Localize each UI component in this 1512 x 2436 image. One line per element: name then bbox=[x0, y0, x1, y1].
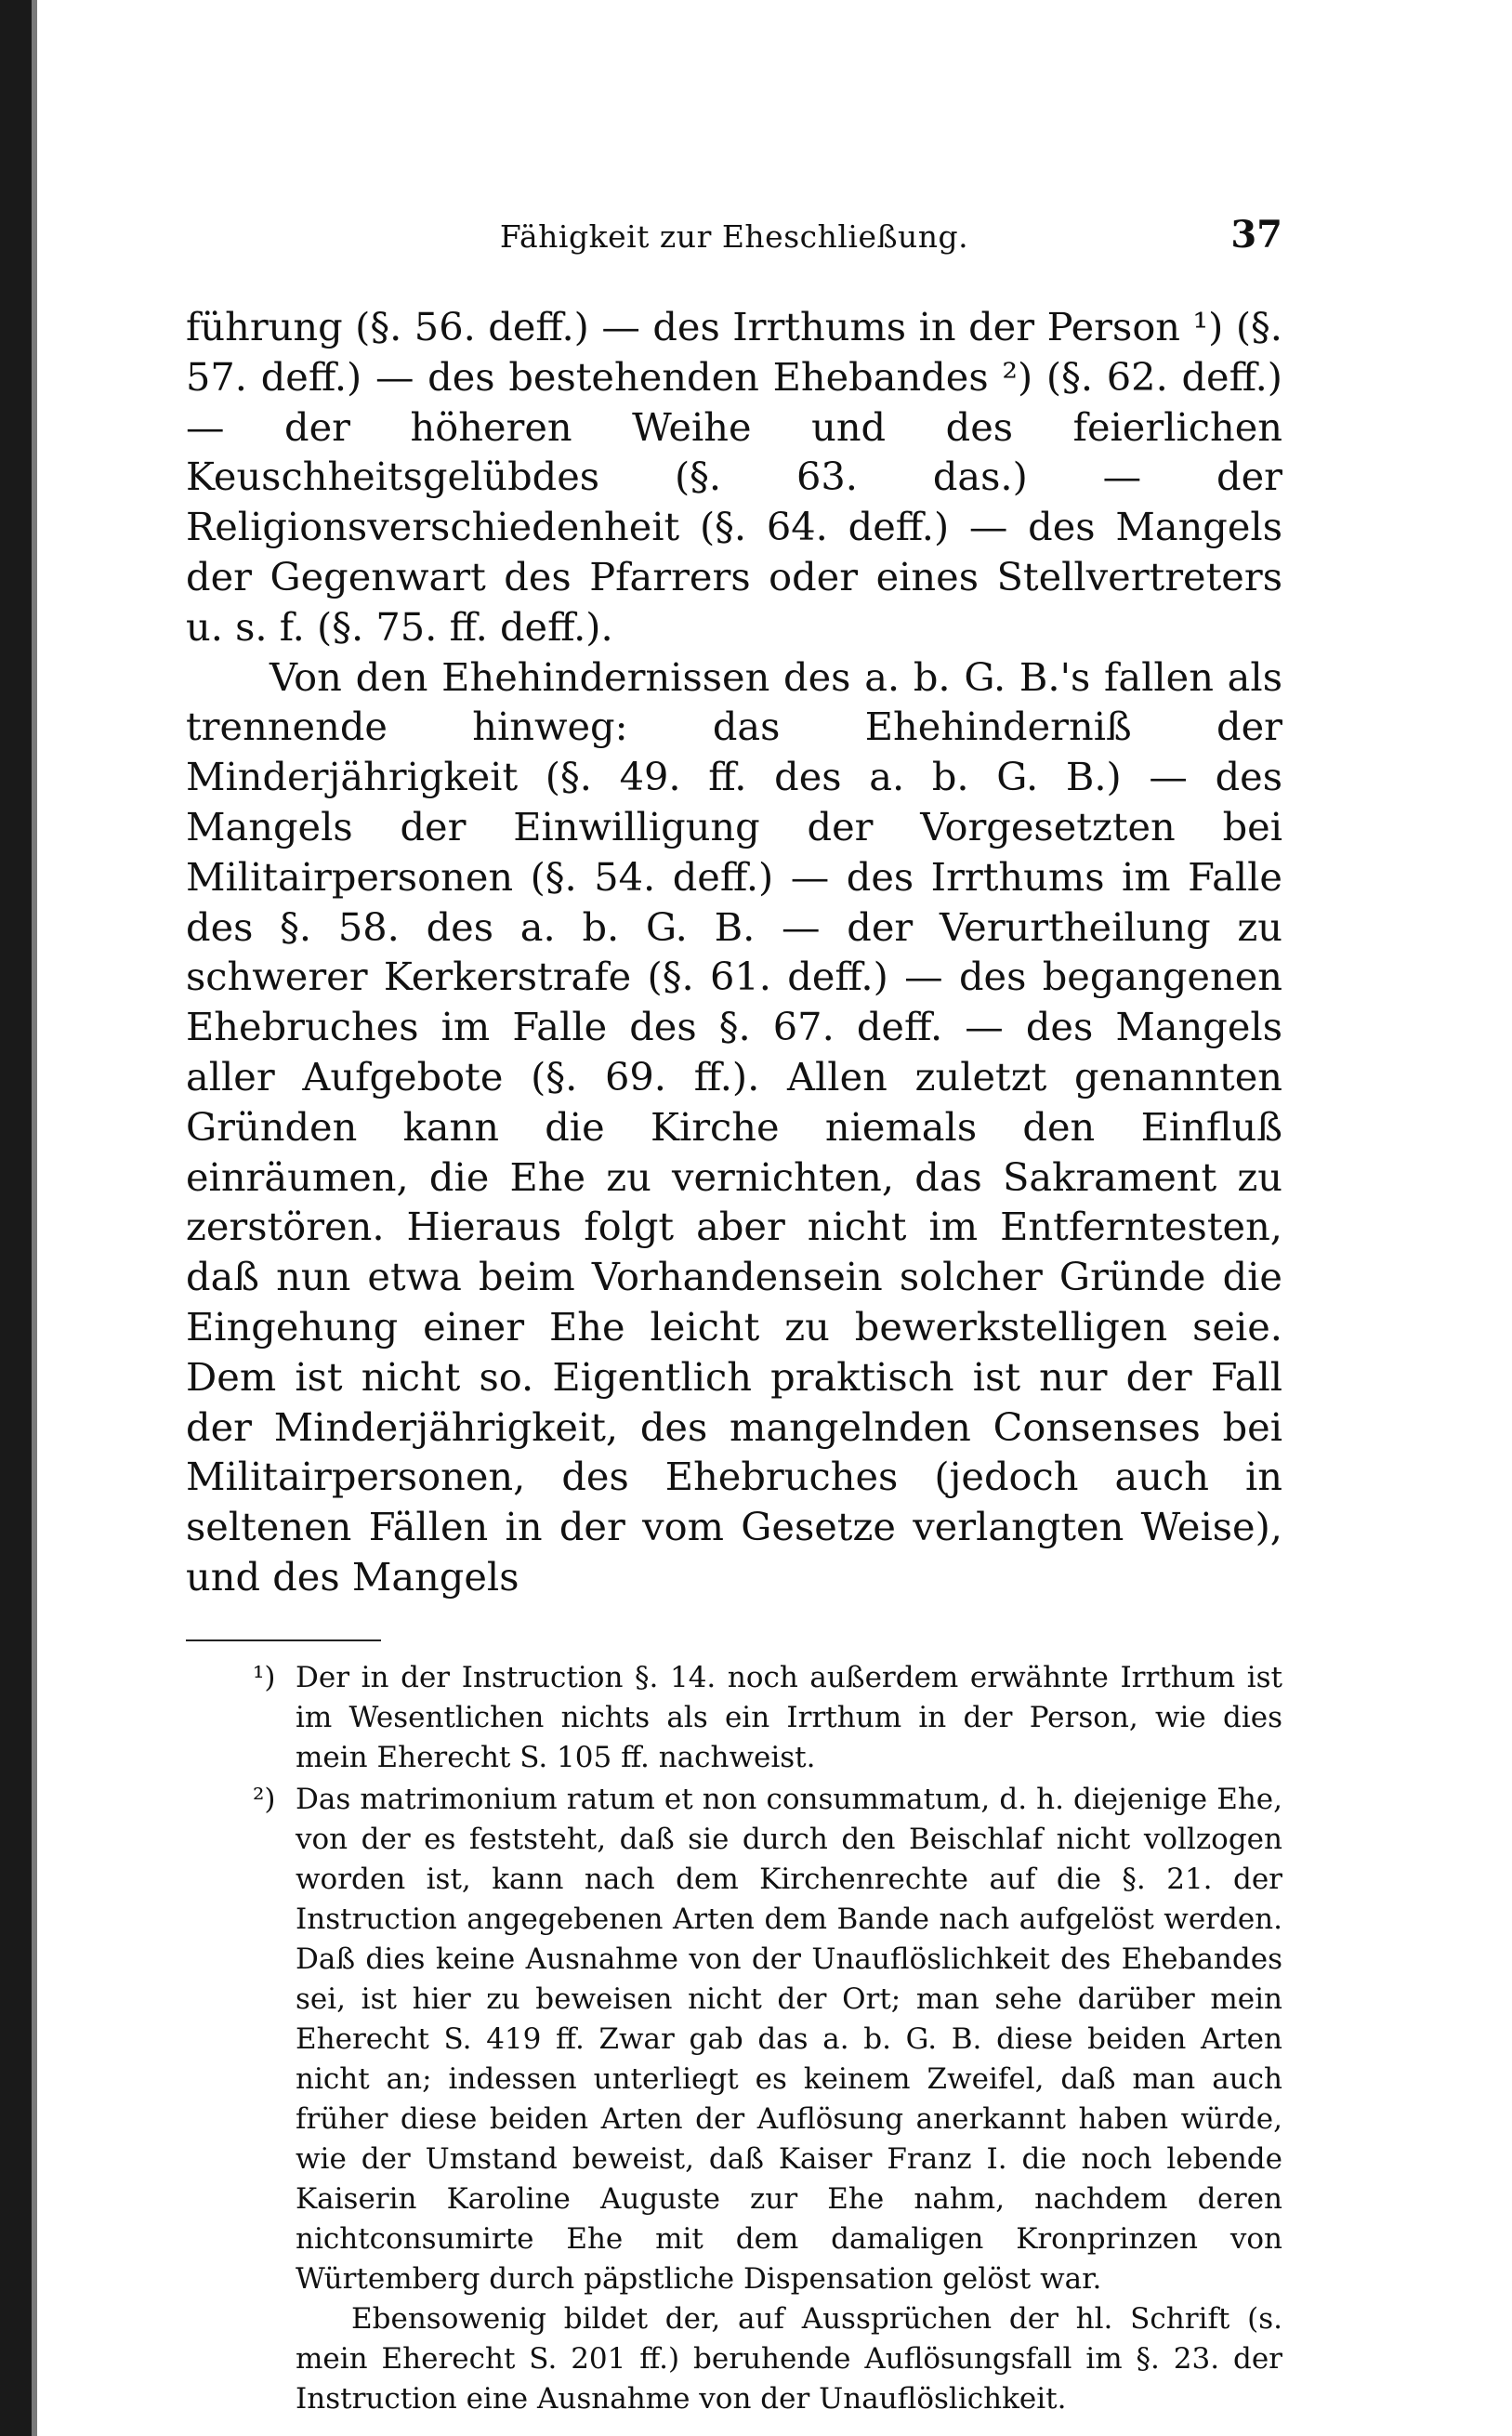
footnote-text: Der in der Instruction §. 14. noch außerdem erwähnte Irrthum ist im Wesentlichen nichts als ein Irrthum in der Person, wie dies mein Eherecht S. 105 ff. nachweist. bbox=[296, 1660, 1282, 1774]
footnote-mark: ²) bbox=[253, 1782, 276, 1816]
page-header bbox=[186, 209, 1282, 265]
footnote-continuation: Ebensowenig bildet der, auf Aussprüchen der hl. Schrift (s. mein Eherecht S. 201 ff.) beruhende Auflösungsfall im §. 23. der Instruction eine Ausnahme von der Unauflöslichkeit. bbox=[296, 2301, 1282, 2416]
page-number: 37 bbox=[1230, 213, 1282, 257]
footnote-2 bbox=[186, 1780, 1282, 2419]
footnote-text: Das matrimonium ratum et non consummatum, d. h. diejenige Ehe, von der es feststeht, daß sie durch den Beischlaf nicht vollzogen worden ist, kann nach dem Kirchenrechte auf die §. 21. der Instruction angegebenen Arten dem Bande nach aufgelöst werden. Daß dies keine Ausnahme von der Unauflöslichkeit des Ehebandes sei, ist hier zu beweisen nicht der Ort; man sehe darüber mein Eherecht S. 419 ff. Zwar gab das a. b. G. B. diese beiden Arten nicht an; indessen unterliegt es keinem Zweifel, daß man auch früher diese beiden Arten der Auflösung anerkannt haben würde, wie der Umstand beweist, daß Kaiser Franz I. die noch lebende Kaiserin Karoline Auguste zur Ehe nahm, nachdem deren nichtconsumirte Ehe mit dem damaligen Kronprinzen von Würtemberg durch päpstliche Dispensation gelöst war. bbox=[296, 1782, 1282, 2296]
scan-edge bbox=[0, 0, 32, 2436]
footnote-1 bbox=[186, 1658, 1282, 1778]
main-text bbox=[186, 302, 1282, 1602]
paragraph-2: Von den Ehehindernissen des a. b. G. B.'s fallen als trennende hinweg: das Ehehinderniß der Minderjährigkeit (§. 49. ff. des a. b. G. B.) — des Mangels der Einwilligung der Vorgesetzten bei Militairpersonen (§. 54. deff.) — des Irrthums im Falle des §. 58. des a. b. G. B. — der Verurtheilung zu schwerer Kerkerstrafe (§. 61. deff.) — des begangenen Ehebruches im Falle des §. 67. deff. — des Mangels aller Aufgebote (§. 69. ff.). Allen zuletzt genannten Gründen kann die Kirche niemals den Einfluß einräumen, die Ehe zu vernichten, das Sakrament zu zerstören. Hieraus folgt aber nicht im Entferntesten, daß nun etwa beim Vorhandensein solcher Gründe die Eingehung einer Ehe leicht zu bewerkstelligen seie. Dem ist nicht so. Eigentlich praktisch ist nur der Fall der Minderjährigkeit, des mangelnden Consenses bei Militairpersonen, des Ehebruches (jedoch auch in seltenen Fällen in der vom Gesetze verlangten Weise), und des Mangels bbox=[186, 653, 1282, 1600]
paragraph-1: führung (§. 56. deff.) — des Irrthums in der Person ¹) (§. 57. deff.) — des bestehenden Ehebandes ²) (§. 62. deff.) — der höheren Weihe und des feierlichen Keuschheitsgelübdes (§. 63. das.) — der Religionsverschiedenheit (§. 64. deff.) — des Mangels der Gegenwart des Pfarrers oder eines Stellvertreters u. s. f. (§. 75. ff. deff.). bbox=[186, 304, 1282, 650]
footnote-mark: ¹) bbox=[253, 1660, 276, 1694]
running-title: Fähigkeit zur Eheschließung. bbox=[499, 218, 969, 255]
book-page bbox=[186, 209, 1282, 2419]
scan-edge-shadow bbox=[32, 0, 37, 2436]
footnotes bbox=[186, 1658, 1282, 2419]
footnote-separator bbox=[186, 1639, 381, 1641]
